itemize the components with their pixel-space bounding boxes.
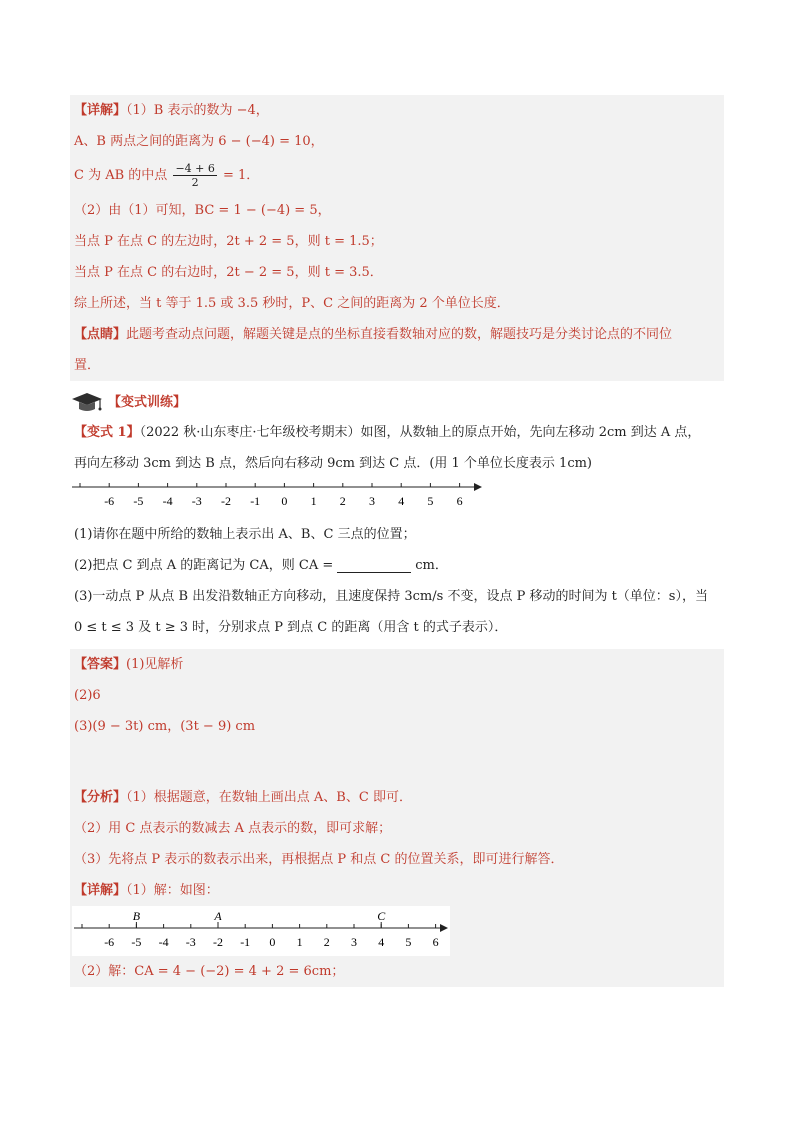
detail-text-3b: = 1． — [223, 168, 260, 183]
detail-line-3 — [70, 157, 724, 195]
detail-tag: 【详解】 — [74, 103, 127, 118]
detail2-text-1: （1）解：如图： — [126, 883, 219, 898]
number-line-svg — [70, 479, 490, 519]
tick-label: -6 — [104, 494, 115, 508]
tick-label: 5 — [427, 494, 434, 508]
training-title: 【变式训练】 — [108, 395, 187, 410]
detail-text-1: （1）B 表示的数为 −4， — [126, 103, 269, 118]
tick-label: 2 — [339, 494, 346, 508]
tick-label: -3 — [191, 494, 202, 508]
tick-label: 6 — [432, 935, 439, 949]
answer-line-3: (3)(9 − 3t) cm，(3t − 9) cm — [74, 719, 256, 734]
question-1: (1)请你在题中所给的数轴上表示出 A、B、C 三点的位置； — [74, 527, 416, 542]
tick-label: -3 — [185, 935, 196, 949]
point-label-b: B — [132, 909, 141, 923]
number-line-answer — [72, 906, 450, 956]
comment-tag: 【点睛】 — [74, 327, 127, 342]
question-3a: (3)一动点 P 从点 B 出发沿数轴正方向移动，且速度保持 3cm/s 不变，设点 P 移动的时间为 t（单位：s），当 — [74, 589, 708, 604]
question-2 — [70, 550, 724, 581]
tick-label: 1 — [296, 935, 303, 949]
training-header — [70, 389, 724, 417]
answer-tag: 【答案】 — [74, 657, 127, 672]
tick-label: 0 — [269, 935, 276, 949]
variant-line-2: 再向左移动 3cm 到达 B 点，然后向右移动 9cm 到达 C 点．(用 1 个单位长度表示 1cm) — [74, 456, 593, 471]
answer-line-2: (2)6 — [74, 688, 101, 703]
analysis-line-2: （2）用 C 点表示的数减去 A 点表示的数，即可求解； — [74, 821, 392, 836]
tick-label: 5 — [405, 935, 412, 949]
detail-section — [70, 95, 724, 381]
tick-label: -4 — [158, 935, 169, 949]
fraction — [173, 162, 216, 189]
tick-label: -5 — [131, 935, 142, 949]
fraction-numerator: −4 + 6 — [175, 162, 215, 175]
detail2-line-2: （2）解：CA = 4 − (−2) = 4 + 2 = 6cm； — [74, 964, 345, 979]
comment-line-2: 置． — [74, 358, 101, 373]
point-labels — [133, 909, 386, 928]
tick-label: 0 — [281, 494, 288, 508]
variant-line-1 — [70, 417, 724, 448]
tick-label: 2 — [323, 935, 330, 949]
tick-label: 1 — [310, 494, 317, 508]
comment-text-1: 此题考查动点问题，解题关键是点的坐标直接看数轴对应的数，解题技巧是分类讨论点的不同位 — [126, 327, 673, 342]
tick-label: 4 — [398, 494, 405, 508]
solution-section — [70, 649, 724, 987]
tick-label: -4 — [162, 494, 173, 508]
answer-blank[interactable] — [337, 558, 411, 573]
tick-label: -6 — [104, 935, 115, 949]
page-content — [70, 95, 724, 987]
point-label-c: C — [377, 909, 386, 923]
answer-line-1 — [70, 649, 724, 680]
detail-line-6: 当点 P 在点 C 的右边时，2t − 2 = 5，则 t = 3.5． — [74, 265, 383, 280]
question-3b: 0 ≤ t ≤ 3 及 t ≥ 3 时，分别求点 P 到点 C 的距离（用含 t 的式子表示）． — [74, 620, 508, 635]
comment-line-1 — [70, 319, 724, 350]
point-label-a: A — [214, 909, 222, 923]
analysis-text-1: （1）根据题意，在数轴上画出点 A、B、C 即可． — [126, 790, 412, 805]
detail-line-7: 综上所述，当 t 等于 1.5 或 3.5 秒时，P、C 之间的距离为 2 个单位长度． — [74, 296, 510, 311]
analysis-line-3: （3）先将点 P 表示的数表示出来，再根据点 P 和点 C 的位置关系，即可进行解答． — [74, 852, 564, 867]
spacer — [70, 742, 724, 782]
question-2a: (2)把点 C 到点 A 的距离记为 CA，则 CA = — [74, 558, 334, 573]
tick-label: 3 — [369, 494, 375, 508]
tick-label: -1 — [250, 494, 261, 508]
tick-label: -2 — [213, 935, 223, 949]
number-line-question — [70, 479, 724, 519]
answer-text-1: (1)见解析 — [126, 657, 184, 672]
detail-line-2: A、B 两点之间的距离为 6 − (−4) = 10， — [74, 134, 324, 149]
tick-label: 4 — [378, 935, 385, 949]
detail-line-1 — [70, 95, 724, 126]
detail-line-4: （2）由（1）可知，BC = 1 − (−4) = 5， — [74, 203, 331, 218]
analysis-tag: 【分析】 — [74, 790, 127, 805]
analysis-line-1 — [70, 782, 724, 813]
tick-label: -2 — [221, 494, 231, 508]
tick-label: -5 — [133, 494, 144, 508]
question-2b: cm． — [415, 558, 448, 573]
tick-label: 3 — [351, 935, 357, 949]
graduation-cap-icon — [70, 391, 104, 415]
fraction-denominator: 2 — [191, 176, 199, 189]
detail2-tag: 【详解】 — [74, 883, 127, 898]
detail-text-3a: C 为 AB 的中点 — [74, 168, 168, 183]
variant-tag: 【变式 1】 — [74, 425, 140, 440]
detail2-line-1 — [70, 875, 724, 906]
variant-text-1: （2022 秋·山东枣庄·七年级校考期末）如图，从数轴上的原点开始，先向左移动 2cm 到达 A 点， — [139, 425, 701, 440]
tick-label: 6 — [456, 494, 463, 508]
number-line-answer-svg — [72, 906, 450, 956]
detail-line-5: 当点 P 在点 C 的左边时，2t + 2 = 5，则 t = 1.5； — [74, 234, 383, 249]
tick-label: -1 — [240, 935, 251, 949]
